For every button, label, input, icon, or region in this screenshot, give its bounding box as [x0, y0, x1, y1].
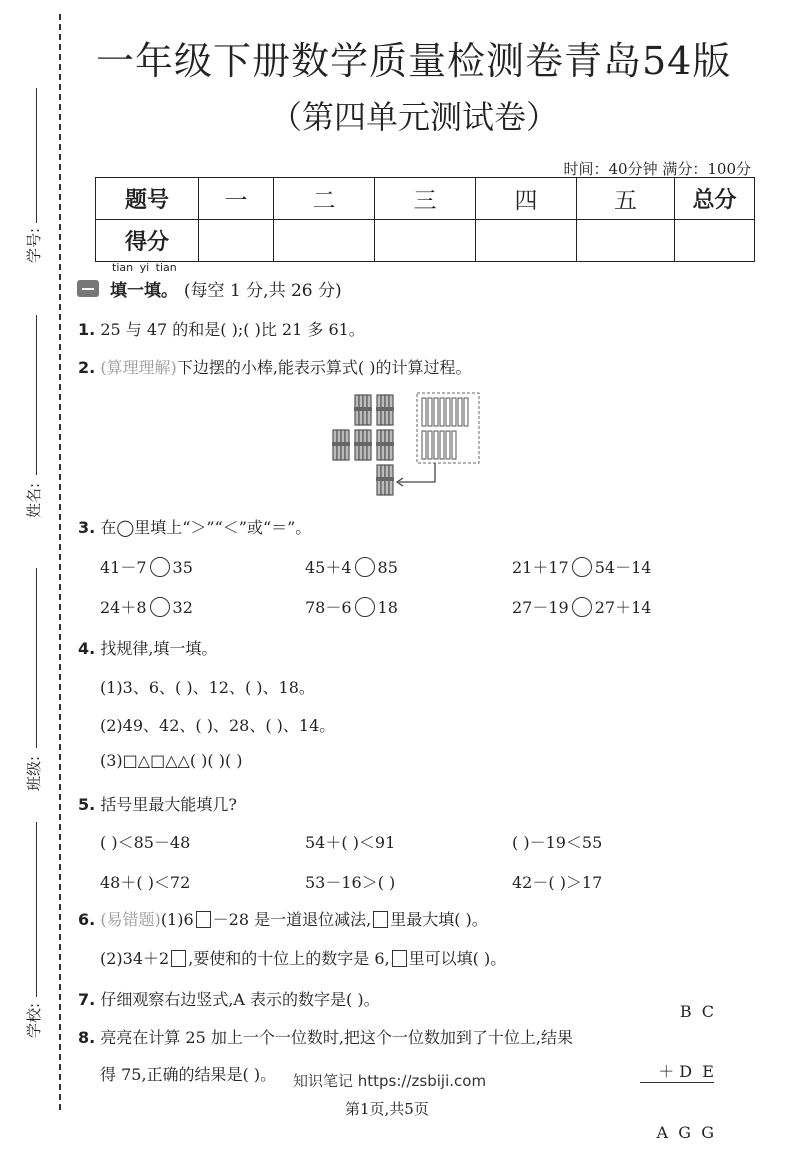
- answer-box[interactable]: [392, 950, 407, 967]
- max-fill-item: 42－( )＞17: [512, 873, 603, 892]
- header-cell: 五: [577, 178, 675, 220]
- page-title: 一年级下册数学质量检测卷青岛54版: [96, 39, 732, 83]
- question-text: 找规律,填一填。: [100, 639, 218, 658]
- max-fill-item: 53－16＞( ): [305, 873, 396, 892]
- question-5: [78, 792, 237, 815]
- answer-circle[interactable]: [355, 557, 375, 577]
- question-number: 8.: [78, 1028, 96, 1047]
- header-cell: 四: [476, 178, 577, 220]
- vertical-row: B C: [679, 1002, 714, 1021]
- max-fill-item: ( )＜85－48: [100, 833, 191, 852]
- score-cell[interactable]: [274, 220, 375, 262]
- score-cell[interactable]: [375, 220, 476, 262]
- question-text: 亮亮在计算 25 加上一个一位数时,把这个一位数加到了十位上,结果: [100, 1028, 574, 1047]
- answer-circle[interactable]: [355, 597, 375, 617]
- compare-item: 45＋4 85: [305, 558, 398, 577]
- school-label: 学校:: [25, 1002, 44, 1039]
- exam-meta: 时间：40分钟 满分：100分: [563, 160, 751, 178]
- vertical-row: A G G: [656, 1123, 714, 1142]
- student-no-label: 学号:: [25, 227, 44, 264]
- section-number-badge: [77, 280, 99, 297]
- question-text: 括号里最大能填几?: [100, 795, 237, 814]
- question-1: [78, 317, 365, 340]
- section-title: [110, 276, 342, 301]
- score-cell[interactable]: [577, 220, 675, 262]
- score-table-score-row: [96, 220, 755, 262]
- section-note: (每空 1 分,共 26 分): [183, 281, 342, 301]
- question-6-part-2: (2)34＋2 ,要使和的十位上的数字是 6, 里可以填( )。: [100, 949, 507, 968]
- question-number: 6.: [78, 910, 96, 929]
- answer-box[interactable]: [196, 911, 211, 928]
- score-cell[interactable]: [199, 220, 274, 262]
- sticks-illustration: [325, 390, 485, 500]
- question-text: 仔细观察右边竖式,A 表示的数字是( )。: [100, 990, 380, 1009]
- class-line: [36, 568, 37, 748]
- section-title-text: 填一填。: [110, 281, 178, 301]
- page-subtitle: （第四单元测试卷）: [270, 98, 559, 136]
- page-number: 第1页,共5页: [345, 1100, 429, 1118]
- compare-item: 24＋8 32: [100, 598, 193, 617]
- compare-item: 41－7 35: [100, 558, 193, 577]
- compare-item: 21＋17 54－14: [512, 558, 652, 577]
- class-label: 班级:: [25, 755, 44, 792]
- header-cell: 二: [274, 178, 375, 220]
- score-cell[interactable]: [476, 220, 577, 262]
- header-cell: 一: [199, 178, 274, 220]
- question-tag: (易错题): [100, 910, 161, 929]
- question-text: 在◯里填上“＞”“＜”或“＝”。: [100, 518, 312, 537]
- question-number: 7.: [78, 990, 96, 1009]
- binding-dashed-line: [59, 14, 61, 1110]
- max-fill-item: 48＋( )＜72: [100, 873, 191, 892]
- header-cell: 题号: [96, 178, 199, 220]
- question-text: 下边摆的小棒,能表示算式( )的计算过程。: [176, 358, 472, 377]
- question-6: 6. (易错题)(1)6 －28 是一道退位减法, 里最大填( )。: [78, 910, 488, 929]
- school-line: [36, 822, 37, 997]
- section-pinyin: tian yi tian: [112, 261, 177, 274]
- answer-circle[interactable]: [572, 557, 592, 577]
- vertical-addition: [640, 962, 714, 1163]
- question-number: 2.: [78, 358, 96, 377]
- pattern-line: (2)49、42、( )、28、( )、14。: [100, 716, 336, 735]
- question-2: [78, 355, 471, 378]
- question-text: 25 与 47 的和是( );( )比 21 多 61。: [100, 320, 365, 339]
- question-number: 3.: [78, 518, 96, 537]
- question-number: 5.: [78, 795, 96, 814]
- question-7: [78, 987, 380, 1010]
- question-8: [78, 1025, 573, 1048]
- question-tag: (算理理解): [100, 358, 177, 377]
- answer-circle[interactable]: [572, 597, 592, 617]
- pattern-line: (1)3、6、( )、12、( )、18。: [100, 678, 315, 697]
- header-cell: 总分: [675, 178, 755, 220]
- answer-circle[interactable]: [150, 597, 170, 617]
- student-no-line: [36, 88, 37, 223]
- question-3: [78, 515, 311, 538]
- watermark-text: 知识笔记 https://zsbiji.com: [293, 1072, 487, 1090]
- answer-circle[interactable]: [150, 557, 170, 577]
- score-table: [95, 177, 755, 262]
- score-cell[interactable]: [675, 220, 755, 262]
- answer-box[interactable]: [373, 911, 388, 928]
- pattern-line: (3)□△□△△( )( )( ): [100, 751, 243, 770]
- max-fill-item: 54＋( )＜91: [305, 833, 396, 852]
- name-label: 姓名:: [25, 482, 44, 519]
- compare-item: 78－6 18: [305, 598, 398, 617]
- max-fill-item: ( )－19＜55: [512, 833, 603, 852]
- answer-box[interactable]: [171, 950, 186, 967]
- question-number: 1.: [78, 320, 96, 339]
- arrow-icon: [399, 463, 435, 482]
- question-number: 4.: [78, 639, 96, 658]
- question-4: [78, 636, 217, 659]
- score-table-header-row: [96, 178, 755, 220]
- name-line: [36, 315, 37, 475]
- vertical-row: ＋ D E: [640, 1062, 714, 1083]
- compare-item: 27－19 27＋14: [512, 598, 652, 617]
- question-8-line-2: 得 75,正确的结果是( )。: [100, 1065, 277, 1084]
- header-cell: 三: [375, 178, 476, 220]
- score-label-cell: 得分: [96, 220, 199, 262]
